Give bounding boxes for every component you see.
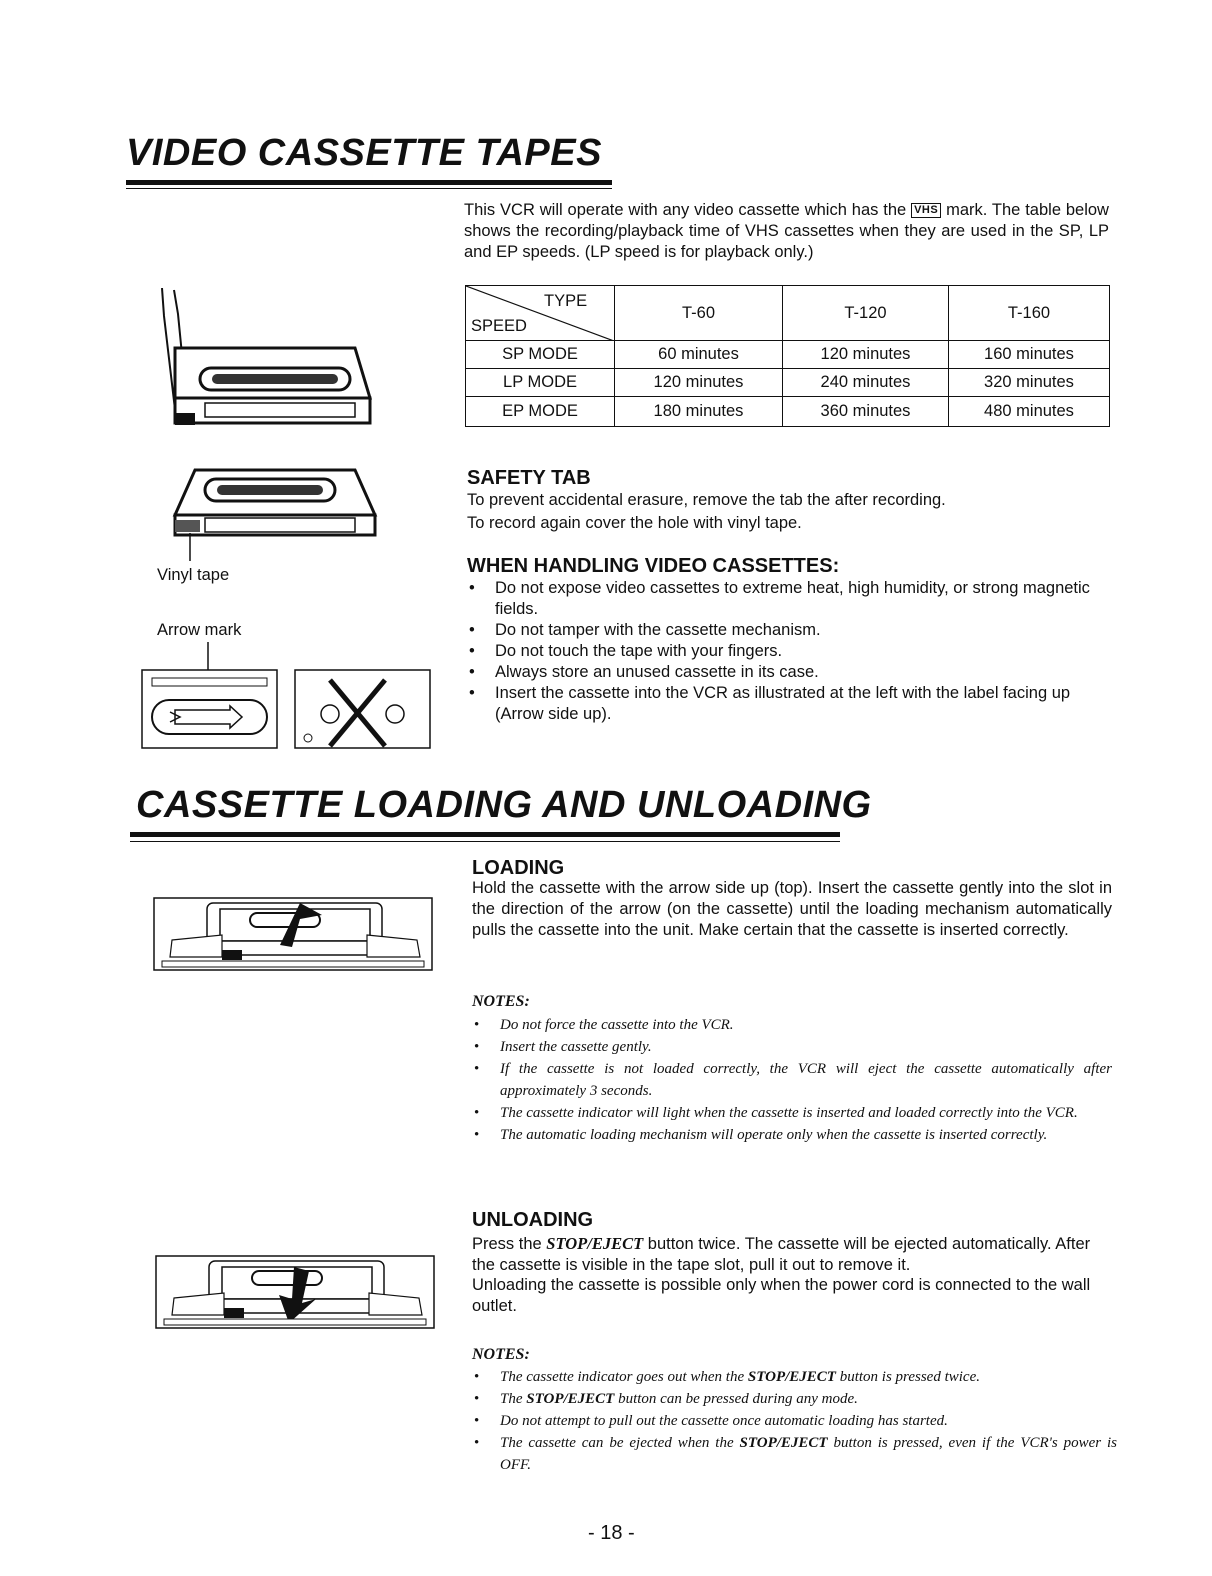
- vinyl-tape-illustration: [170, 465, 380, 565]
- corner-speed-label: SPEED: [471, 317, 527, 335]
- safety-tab-line-1: To prevent accidental erasure, remove the tab the after recording.: [467, 491, 946, 509]
- table-row: [466, 369, 1110, 397]
- title-underline-thin: [126, 188, 612, 189]
- loading-text: Hold the cassette with the arrow side up (top). Insert the cassette gently into the slot in the direction of the arrow (on the cassette) until the loading mechanism automatically pulls the cassette into the unit. Make certain that the cassette is inserted correctly.: [472, 879, 1112, 939]
- table-cell: 120 minutes: [615, 369, 783, 397]
- handling-heading: WHEN HANDLING VIDEO CASSETTES:: [467, 555, 840, 577]
- note-text: The: [500, 1391, 523, 1407]
- note-text: Do not attempt to pull out the cassette once automatic loading has started.: [500, 1413, 948, 1429]
- vcr-unloading-illustration: [154, 1253, 436, 1333]
- list-item: [472, 1366, 1117, 1388]
- safety-tab-heading: SAFETY TAB: [467, 467, 591, 489]
- unloading-notes-list: [472, 1366, 1117, 1476]
- table-header-t120: T-120: [783, 286, 949, 341]
- section-title-video-cassette-tapes: VIDEO CASSETTE TAPES: [126, 132, 602, 174]
- table-cell: 160 minutes: [949, 341, 1110, 369]
- unloading-text-after: button twice. The cassette will be ejected automatically. After the cassette is visible in the tape slot, pull it out to remove it.: [472, 1235, 1091, 1274]
- tab-removal-illustration: [150, 288, 380, 433]
- page-number: - 18 -: [588, 1522, 635, 1544]
- table-row-label: SP MODE: [466, 341, 615, 369]
- note-text: button can be pressed during any mode.: [618, 1391, 858, 1407]
- unloading-text: [472, 1233, 1117, 1276]
- loading-notes-heading: NOTES:: [472, 993, 530, 1010]
- list-item: • Do not touch the tape with your fingers.: [467, 641, 1112, 662]
- note-strong: STOP/EJECT: [747, 1369, 836, 1385]
- table-corner-cell: [466, 286, 615, 341]
- cassette-orientation-illustration: [140, 638, 435, 750]
- handling-list: [467, 578, 1112, 725]
- note-text: The cassette indicator goes out when the: [500, 1369, 745, 1385]
- title-underline-thin: [130, 841, 840, 842]
- list-item: • If the cassette is not loaded correctly, the VCR will eject the cassette automatically after approximately 3 seconds.: [472, 1058, 1112, 1102]
- table-cell: 240 minutes: [783, 369, 949, 397]
- list-item: • The automatic loading mechanism will operate only when the cassette is inserted correctly.: [472, 1124, 1112, 1146]
- list-item: • Do not expose video cassettes to extreme heat, high humidity, or strong magnetic fields.: [467, 578, 1112, 620]
- unloading-text-2: Unloading the cassette is possible only when the power cord is connected to the wall outlet.: [472, 1276, 1091, 1315]
- list-item: • The cassette indicator will light when the cassette is inserted and loaded correctly into the VCR.: [472, 1102, 1112, 1124]
- table-cell: 480 minutes: [949, 397, 1110, 427]
- table-cell: 60 minutes: [615, 341, 783, 369]
- note-strong: STOP/EJECT: [526, 1391, 615, 1407]
- loading-heading: LOADING: [472, 857, 565, 879]
- table-header-t160: T-160: [949, 286, 1110, 341]
- loading-notes-list: [472, 1014, 1112, 1146]
- table-row-label: LP MODE: [466, 369, 615, 397]
- list-item: [472, 1432, 1117, 1476]
- list-item: • Insert the cassette gently.: [472, 1036, 1112, 1058]
- list-item: [472, 1410, 1117, 1432]
- vinyl-tape-label: Vinyl tape: [157, 566, 230, 584]
- table-row: [466, 397, 1110, 427]
- section-title-cassette-loading: CASSETTE LOADING AND UNLOADING: [136, 784, 872, 826]
- vhs-logo: VHS: [911, 203, 941, 218]
- table-cell: 120 minutes: [783, 341, 949, 369]
- list-item: • Insert the cassette into the VCR as illustrated at the left with the label facing up (Arrow side up).: [467, 683, 1112, 725]
- recording-time-table: [465, 285, 1110, 427]
- table-cell: 180 minutes: [615, 397, 783, 427]
- title-underline: [130, 832, 840, 837]
- table-header-t60: T-60: [615, 286, 783, 341]
- list-item: • Do not tamper with the cassette mechanism.: [467, 620, 1112, 641]
- stop-eject-button-name: STOP/EJECT: [546, 1234, 644, 1253]
- list-item: • Do not force the cassette into the VCR.: [472, 1014, 1112, 1036]
- table-cell: 360 minutes: [783, 397, 949, 427]
- table-row: [466, 341, 1110, 369]
- unloading-heading: UNLOADING: [472, 1209, 594, 1231]
- intro-paragraph: [464, 200, 1109, 263]
- note-strong: STOP/EJECT: [739, 1435, 828, 1451]
- unloading-text-before: Press the: [472, 1235, 542, 1253]
- vcr-loading-illustration: [152, 895, 434, 975]
- list-item: [472, 1388, 1117, 1410]
- intro-text-after-logo: mark. The table below shows the recording/playback time of VHS cassettes when they are used in the SP, LP and EP speeds. (LP speed is for playback only.): [464, 201, 1109, 261]
- unloading-notes-heading: NOTES:: [472, 1346, 530, 1363]
- title-underline: [126, 180, 612, 185]
- table-cell: 320 minutes: [949, 369, 1110, 397]
- intro-text-before-logo: This VCR will operate with any video cassette which has the: [464, 201, 907, 219]
- list-item: • Always store an unused cassette in its case.: [467, 662, 1112, 683]
- note-text: button is pressed, even if the VCR's power is OFF.: [500, 1435, 1118, 1473]
- table-row-label: EP MODE: [466, 397, 615, 427]
- note-text: The cassette can be ejected when the: [500, 1435, 734, 1451]
- arrow-mark-label: Arrow mark: [157, 621, 242, 639]
- note-text: button is pressed twice.: [839, 1369, 980, 1385]
- safety-tab-line-2: To record again cover the hole with vinyl tape.: [467, 514, 802, 532]
- corner-type-label: TYPE: [544, 292, 588, 310]
